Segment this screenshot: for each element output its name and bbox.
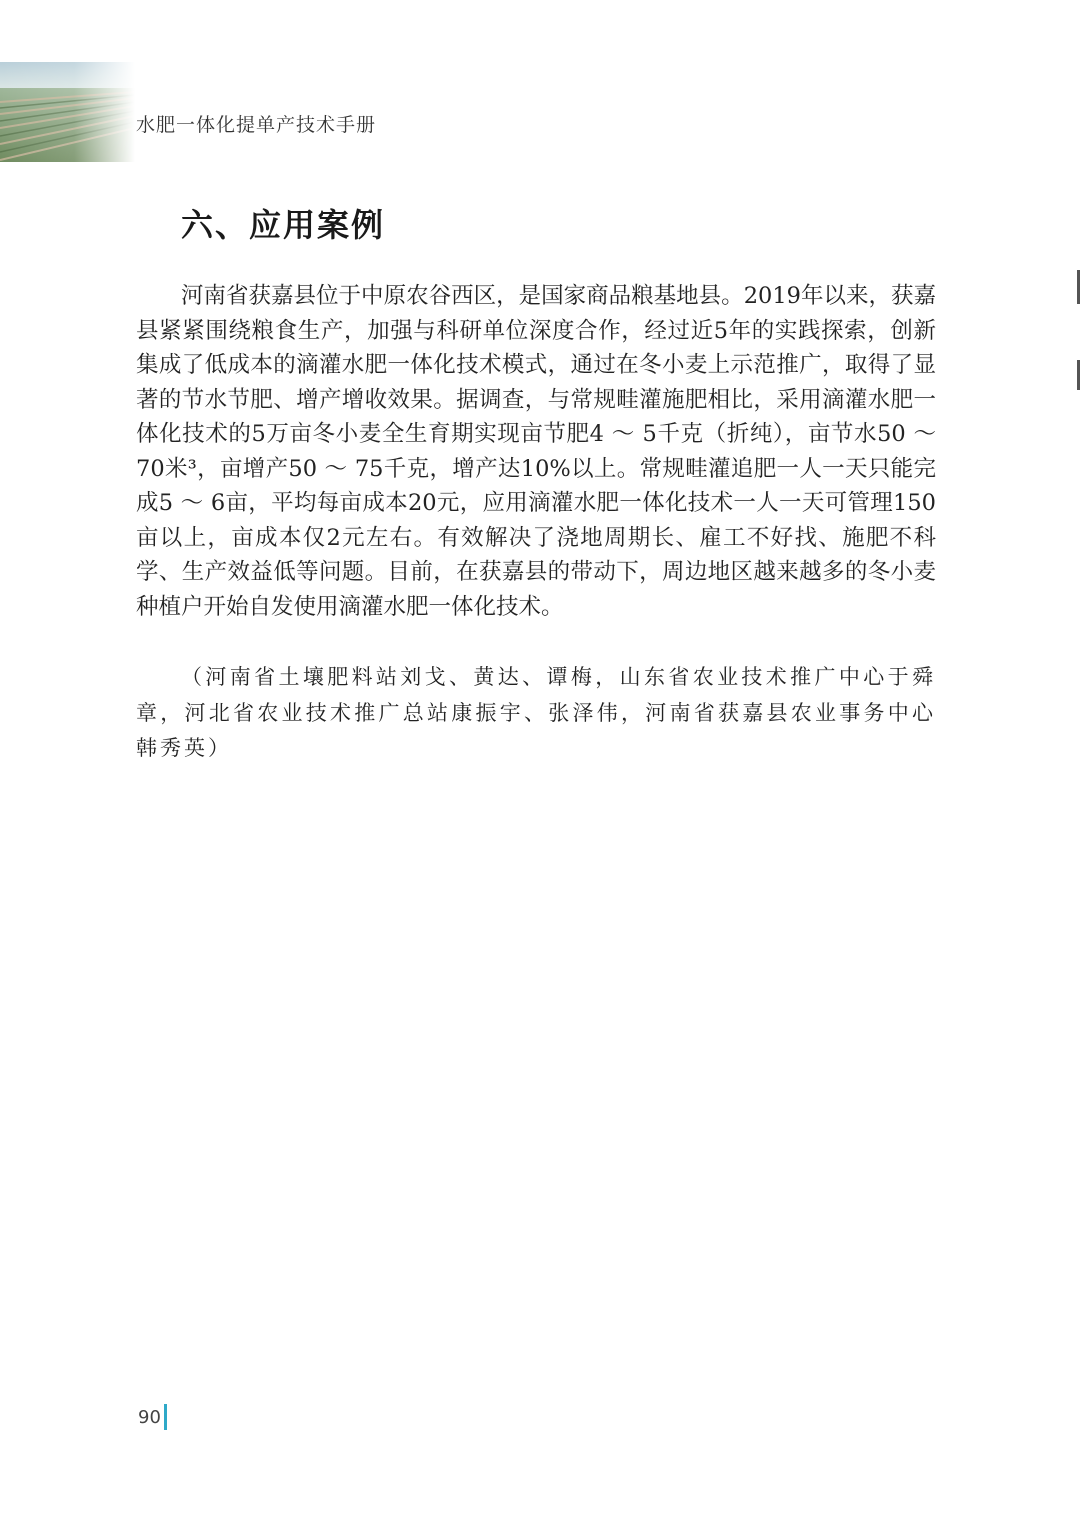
page-number-accent-bar <box>164 1404 167 1430</box>
section-heading: 六、应用案例 <box>181 206 386 244</box>
wheat-field-photo <box>0 62 135 162</box>
body-paragraph: 河南省获嘉县位于中原农谷西区，是国家商品粮基地县。2019年以来，获嘉县紧紧围绕粮食生产，加强与科研单位深度合作，经过近5年的实践探索，创新集成了低成本的滴灌水肥一体化技术模式，通过在冬小麦上示范推广，取得了显著的节水节肥、增产增收效果。据调查，与常规畦灌施肥相比，采用滴灌水肥一体化技术的5万亩冬小麦全生育期实现亩节肥4 ～ 5千克（折纯），亩节水50 ～ 70米³，亩增产50 ～ 75千克，增产达10%以上。常规畦灌追肥一人一天只能完成5 ～ 6亩，平均每亩成本20元，应用滴灌水肥一体化技术一人一天可管理150亩以上，亩成本仅2元左右。有效解决了浇地周期长、雇工不好找、施肥不科学、生产效益低等问题。目前，在获嘉县的带动下，周边地区越来越多的冬小麦种植户开始自发使用滴灌水肥一体化技术。 <box>136 283 936 620</box>
page-number: 90 <box>138 1407 161 1428</box>
author-credit: （河南省土壤肥料站刘戈、黄达、谭梅，山东省农业技术推广中心于舜章，河北省农业技术推广总站康振宇、张泽伟，河南省获嘉县农业事务中心韩秀英） <box>136 665 936 760</box>
running-header-title: 水肥一体化提单产技术手册 <box>136 114 377 136</box>
